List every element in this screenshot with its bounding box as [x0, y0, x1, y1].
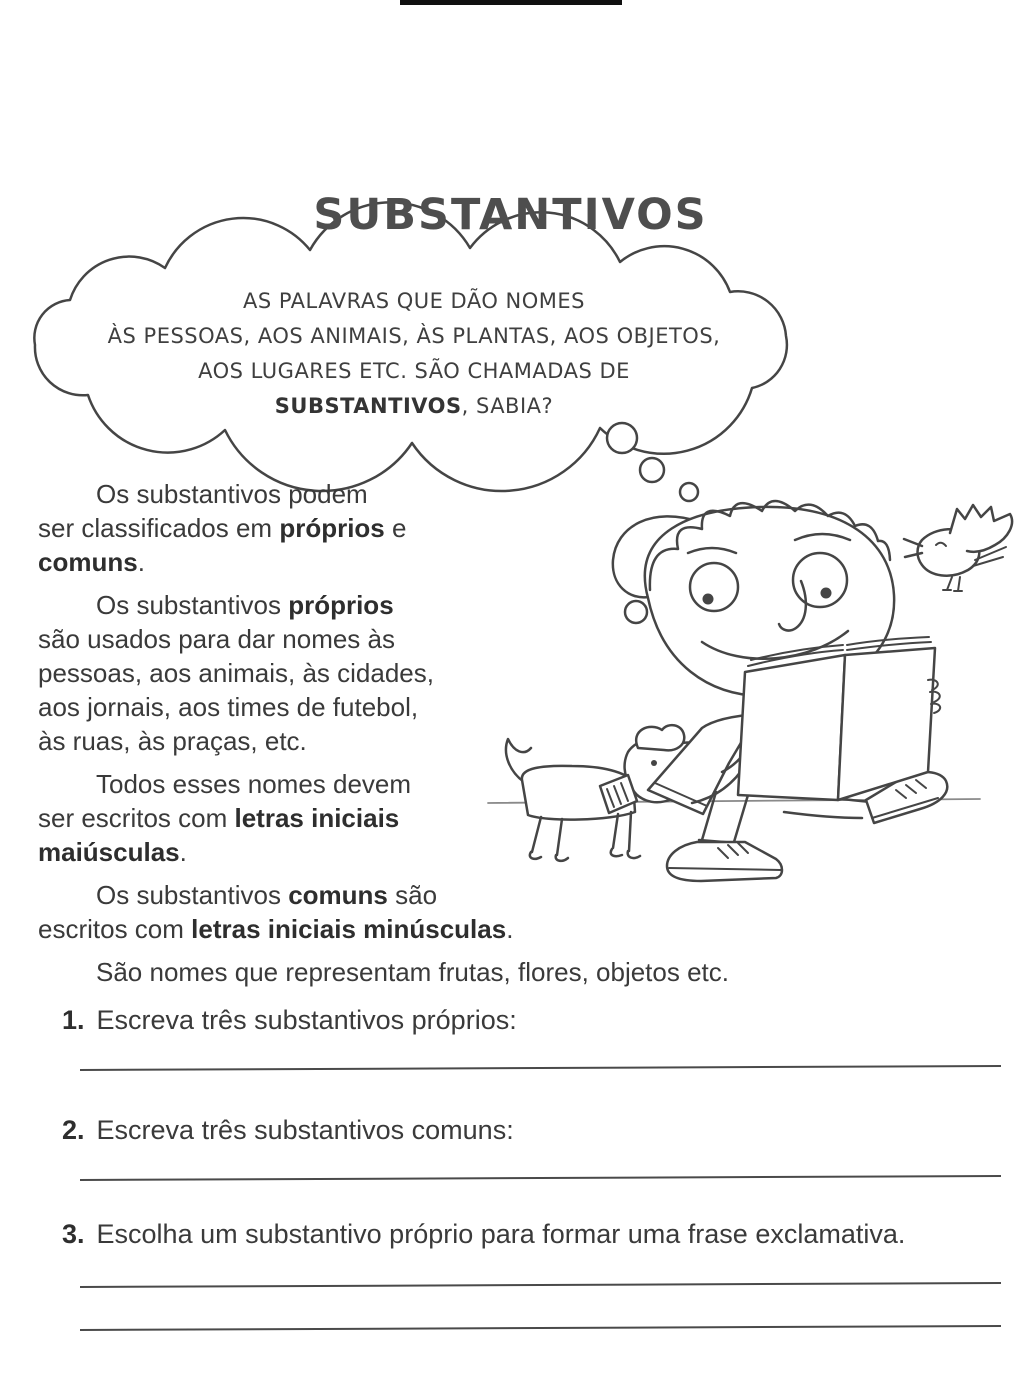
body-text	[38, 477, 729, 998]
exercise-2-prompt: Escreva três substantivos comuns:	[96, 1115, 514, 1145]
body-line: escritos com letras iniciais minúsculas.	[38, 914, 514, 944]
body-line: pessoas, aos animais, às cidades,	[38, 658, 434, 688]
body-line: maiúsculas.	[38, 837, 187, 867]
body-line: às ruas, às praças, etc.	[38, 726, 307, 756]
cloud-text-line: SUBSTANTIVOS, SABIA?	[274, 394, 554, 418]
body-paragraph	[38, 477, 729, 579]
body-line: Os substantivos próprios	[96, 590, 394, 620]
exercise-3-label	[62, 1219, 1002, 1250]
body-line: são usados para dar nomes às	[38, 624, 395, 654]
exercise-3-prompt: Escolha um substantivo próprio para formar uma frase exclamativa.	[96, 1219, 906, 1249]
body-line: Todos esses nomes devem	[96, 769, 412, 799]
body-paragraph	[38, 878, 729, 946]
cloud-text-line: AOS LUGARES ETC. SÃO CHAMADAS DE	[198, 359, 630, 383]
body-line: ser escritos com letras iniciais	[38, 803, 400, 833]
page-title: SUBSTANTIVOS	[313, 190, 708, 240]
body-line: ser classificados em próprios e	[38, 513, 407, 543]
body-line: Os substantivos podem	[96, 479, 368, 509]
bird-illustration	[904, 505, 1012, 591]
exercise-2-label	[62, 1115, 1002, 1146]
exercise-1-label	[62, 1005, 1002, 1036]
body-paragraph	[38, 955, 729, 989]
body-line: Os substantivos comuns são	[96, 880, 438, 910]
exercise-2-number: 2.	[62, 1115, 85, 1145]
thought-bubble-large	[607, 423, 637, 453]
cloud-text-line: AS PALAVRAS QUE DÃO NOMES	[242, 289, 586, 313]
cloud-text-line: ÀS PESSOAS, AOS ANIMAIS, ÀS PLANTAS, AOS OBJETOS,	[107, 324, 721, 348]
body-line: São nomes que representam frutas, flores, objetos etc.	[96, 957, 730, 987]
thought-cloud-text	[38, 284, 790, 424]
exercise-1-prompt: Escreva três substantivos próprios:	[96, 1005, 517, 1035]
body-paragraph	[38, 588, 729, 758]
body-paragraph	[38, 767, 729, 869]
body-line: comuns.	[38, 547, 145, 577]
body-line: aos jornais, aos times de futebol,	[38, 692, 419, 722]
exercise-3-number: 3.	[62, 1219, 85, 1249]
exercise-1-number: 1.	[62, 1005, 85, 1035]
